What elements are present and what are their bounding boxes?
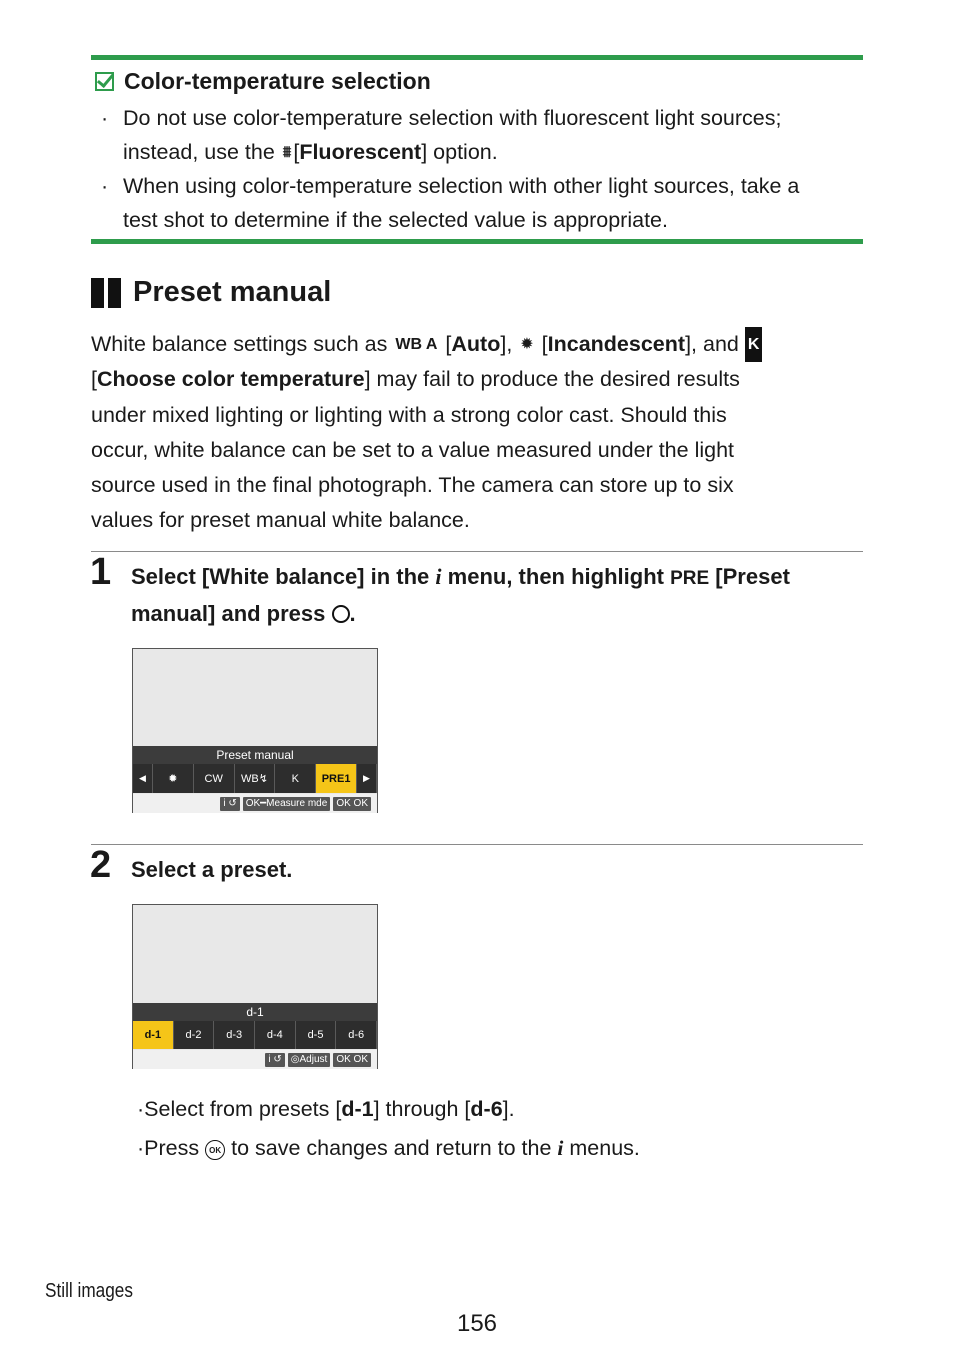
step-2-rule [91, 844, 863, 845]
note-bullet-2: · When using color-temperature selection with other light sources, take a test shot to determine if the selected value is appropriate. [101, 174, 800, 232]
wb-cool-white-option[interactable]: CW [194, 764, 235, 793]
fluorescent-icon: ⩩ [282, 144, 292, 161]
page-number: 156 [456, 1310, 498, 1337]
screen-label: Preset manual [133, 746, 377, 764]
note-bullet-1: · Do not use color-temperature selection with fluorescent light sources; instead, use the ⩩[Fluorescent] option. [101, 101, 861, 170]
pre-icon: PRE [670, 568, 710, 589]
ok-chip: OK OK [333, 1053, 371, 1067]
note-heading [95, 68, 431, 95]
step-1-number: 1 [90, 551, 112, 593]
i-menu-icon: i [557, 1136, 564, 1160]
color-temperature-icon: K [745, 327, 763, 362]
adjust-chip: ◎Adjust [288, 1053, 331, 1067]
section-title: Preset manual [133, 276, 332, 308]
incandescent-icon: ✹ [520, 336, 534, 353]
checkmark-icon [95, 72, 114, 91]
sub-bullet-2: ·Press OK to save changes and return to the i menus. [137, 1136, 640, 1160]
preset-d5[interactable]: d-5 [296, 1021, 337, 1049]
right-arrow-icon[interactable]: ▶ [357, 764, 377, 793]
screen-footer [133, 794, 377, 813]
wb-color-temp-option[interactable]: K [275, 764, 316, 793]
left-arrow-icon[interactable]: ◀ [133, 764, 153, 793]
step-2-text: Select a preset. [131, 857, 293, 882]
note-bottom-rule [91, 239, 863, 244]
preset-d4[interactable]: d-4 [255, 1021, 296, 1049]
sub-bullet-1: ·Select from presets [d-1] through [d-6]. [137, 1097, 515, 1121]
back-chip: i ↺ [220, 797, 239, 811]
camera-screen-preset-manual [132, 648, 378, 813]
camera-screen-select-preset [132, 904, 378, 1069]
section-heading [91, 276, 331, 309]
preset-d1[interactable]: d-1 [133, 1021, 174, 1049]
step-2-number: 2 [90, 844, 112, 886]
note-title: Color-temperature selection [124, 68, 431, 94]
screen-footer [133, 1050, 377, 1069]
measure-chip: OK━Measure mde [243, 797, 331, 811]
step-1-text: Select [White balance] in the i menu, then highlight PRE [Preset manual] and press . [131, 564, 790, 626]
preset-d3[interactable]: d-3 [214, 1021, 255, 1049]
ok-chip: OK OK [333, 797, 371, 811]
wb-incandescent-option[interactable]: ✹ [153, 764, 194, 793]
back-chip: i ↺ [265, 1053, 284, 1067]
wb-auto-icon: WB A [395, 336, 438, 353]
note-top-rule [91, 55, 863, 60]
preset-d2[interactable]: d-2 [174, 1021, 215, 1049]
multi-selector-center-icon [332, 605, 350, 623]
wb-preset-manual-option[interactable]: PRE1 [316, 764, 357, 793]
section-marker-icon [91, 278, 121, 308]
ok-button-icon: OK [205, 1140, 225, 1160]
wb-flash-option[interactable]: WB↯ [235, 764, 276, 793]
footer-section: Still images [45, 1280, 133, 1302]
i-menu-icon: i [435, 564, 442, 589]
wb-option-row [133, 764, 377, 793]
preset-row [133, 1021, 377, 1049]
preset-d6[interactable]: d-6 [336, 1021, 377, 1049]
screen-label: d-1 [133, 1003, 377, 1021]
intro-paragraph: White balance settings such as WB A [Auto], ✹ [Incandescent], and K [Choose color temperature] may fail to produce the desired results under mixed lighting or lighting with a strong color cast. Should this occur, white balance can be set to a value measured under the light source used in the final photograph. The camera can store up to six values for preset manual white balance. [91, 327, 863, 539]
step-1-rule [91, 551, 863, 552]
